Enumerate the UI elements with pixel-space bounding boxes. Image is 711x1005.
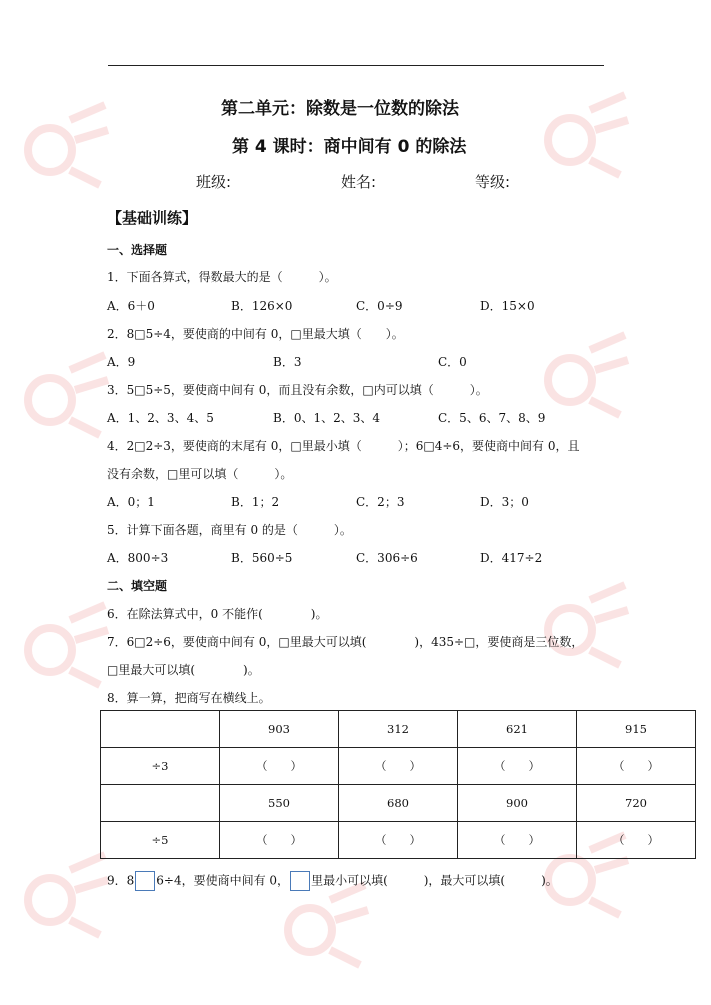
table-row bbox=[101, 748, 696, 785]
q9-middle: 6÷4，要使商中间有 0， bbox=[156, 873, 290, 888]
watermark-logo-icon bbox=[280, 880, 370, 970]
divisor-label-cell: ÷5 bbox=[101, 822, 220, 859]
watermark-logo-icon bbox=[20, 100, 110, 190]
dividend-cell: 903 bbox=[220, 711, 339, 748]
dividend-cell: 720 bbox=[577, 785, 696, 822]
q9-prefix: 9．8 bbox=[107, 873, 135, 888]
q9-text bbox=[107, 871, 558, 891]
table-cell bbox=[101, 785, 220, 822]
q5-option-b: B．560÷5 bbox=[231, 551, 293, 565]
q2-option-a: A．9 bbox=[107, 355, 136, 369]
q8-text: 8．算一算，把商写在横线上。 bbox=[107, 691, 271, 705]
watermark-logo-icon bbox=[540, 580, 630, 670]
q1-option-b: B．126×0 bbox=[231, 299, 293, 313]
answer-blank[interactable]: （ ） bbox=[458, 822, 577, 859]
divisor-label-cell: ÷3 bbox=[101, 748, 220, 785]
q5-text: 5．计算下面各题，商里有 0 的是（ ）。 bbox=[107, 523, 352, 537]
q4-option-d: D．3；0 bbox=[480, 495, 529, 509]
page-subtitle: 第 4 课时：商中间有 0 的除法 bbox=[232, 137, 467, 157]
blank-box[interactable] bbox=[290, 871, 310, 891]
table-cell bbox=[101, 711, 220, 748]
watermark-logo-icon bbox=[20, 850, 110, 940]
q3-option-a: A．1、2、3、4、5 bbox=[107, 411, 214, 425]
q4-text-line1: 4．2□2÷3，要使商的末尾有 0，□里最小填（ ）；6□4÷6，要使商中间有 0，且 bbox=[107, 439, 580, 453]
q7-text-line1: 7．6□2÷6，要使商中间有 0，□里最大可以填( )，435÷□，要使商是三位数， bbox=[107, 635, 584, 649]
answer-blank[interactable]: （ ） bbox=[220, 822, 339, 859]
q5-option-a: A．800÷3 bbox=[107, 551, 169, 565]
watermark-logo-icon bbox=[540, 90, 630, 180]
answer-blank[interactable]: （ ） bbox=[458, 748, 577, 785]
q1-option-a: A．6＋0 bbox=[107, 299, 155, 313]
q3-text: 3．5□5÷5，要使商中间有 0，而且没有余数，□内可以填（ ）。 bbox=[107, 383, 488, 397]
dividend-cell: 680 bbox=[339, 785, 458, 822]
answer-blank[interactable]: （ ） bbox=[339, 748, 458, 785]
q1-option-c: C．0÷9 bbox=[356, 299, 403, 313]
watermark-logo-icon bbox=[540, 330, 630, 420]
table-row bbox=[101, 785, 696, 822]
dividend-cell: 915 bbox=[577, 711, 696, 748]
watermark-logo-icon bbox=[20, 350, 110, 440]
answer-blank[interactable]: （ ） bbox=[577, 822, 696, 859]
blank-box[interactable] bbox=[135, 871, 155, 891]
answer-blank[interactable]: （ ） bbox=[577, 748, 696, 785]
table-row bbox=[101, 822, 696, 859]
dividend-cell: 312 bbox=[339, 711, 458, 748]
part2-title: 二、填空题 bbox=[107, 579, 168, 593]
class-label: 班级: bbox=[196, 173, 232, 191]
q4-option-b: B．1；2 bbox=[231, 495, 280, 509]
calc-table bbox=[100, 710, 696, 859]
q2-text: 2．8□5÷4，要使商的中间有 0，□里最大填（ ）。 bbox=[107, 327, 404, 341]
answer-blank[interactable]: （ ） bbox=[220, 748, 339, 785]
q4-text-line2: 没有余数，□里可以填（ ）。 bbox=[107, 467, 293, 481]
q2-option-c: C．0 bbox=[438, 355, 467, 369]
part1-title: 一、选择题 bbox=[107, 243, 168, 257]
q5-option-c: C．306÷6 bbox=[356, 551, 418, 565]
table-row bbox=[101, 711, 696, 748]
q1-option-d: D．15×0 bbox=[480, 299, 535, 313]
name-label: 姓名: bbox=[341, 173, 377, 191]
q5-option-d: D．417÷2 bbox=[480, 551, 543, 565]
q1-text: 1．下面各算式，得数最大的是（ ）。 bbox=[107, 270, 337, 284]
q2-option-b: B．3 bbox=[273, 355, 302, 369]
q6-text: 6．在除法算式中，0 不能作( )。 bbox=[107, 607, 328, 621]
q7-text-line2: □里最大可以填( )。 bbox=[107, 663, 260, 677]
q3-option-b: B．0、1、2、3、4 bbox=[273, 411, 380, 425]
q3-option-c: C．5、6、7、8、9 bbox=[438, 411, 546, 425]
q9-suffix: 里最小可以填( )，最大可以填( )。 bbox=[311, 873, 558, 888]
grade-label: 等级: bbox=[475, 173, 511, 191]
q4-option-c: C．2；3 bbox=[356, 495, 405, 509]
watermark-logo-icon bbox=[20, 600, 110, 690]
answer-blank[interactable]: （ ） bbox=[339, 822, 458, 859]
section-title: 【基础训练】 bbox=[107, 209, 198, 227]
header-rule bbox=[108, 65, 604, 66]
page-title: 第二单元：除数是一位数的除法 bbox=[221, 99, 459, 119]
q4-option-a: A．0；1 bbox=[107, 495, 155, 509]
dividend-cell: 550 bbox=[220, 785, 339, 822]
dividend-cell: 621 bbox=[458, 711, 577, 748]
dividend-cell: 900 bbox=[458, 785, 577, 822]
